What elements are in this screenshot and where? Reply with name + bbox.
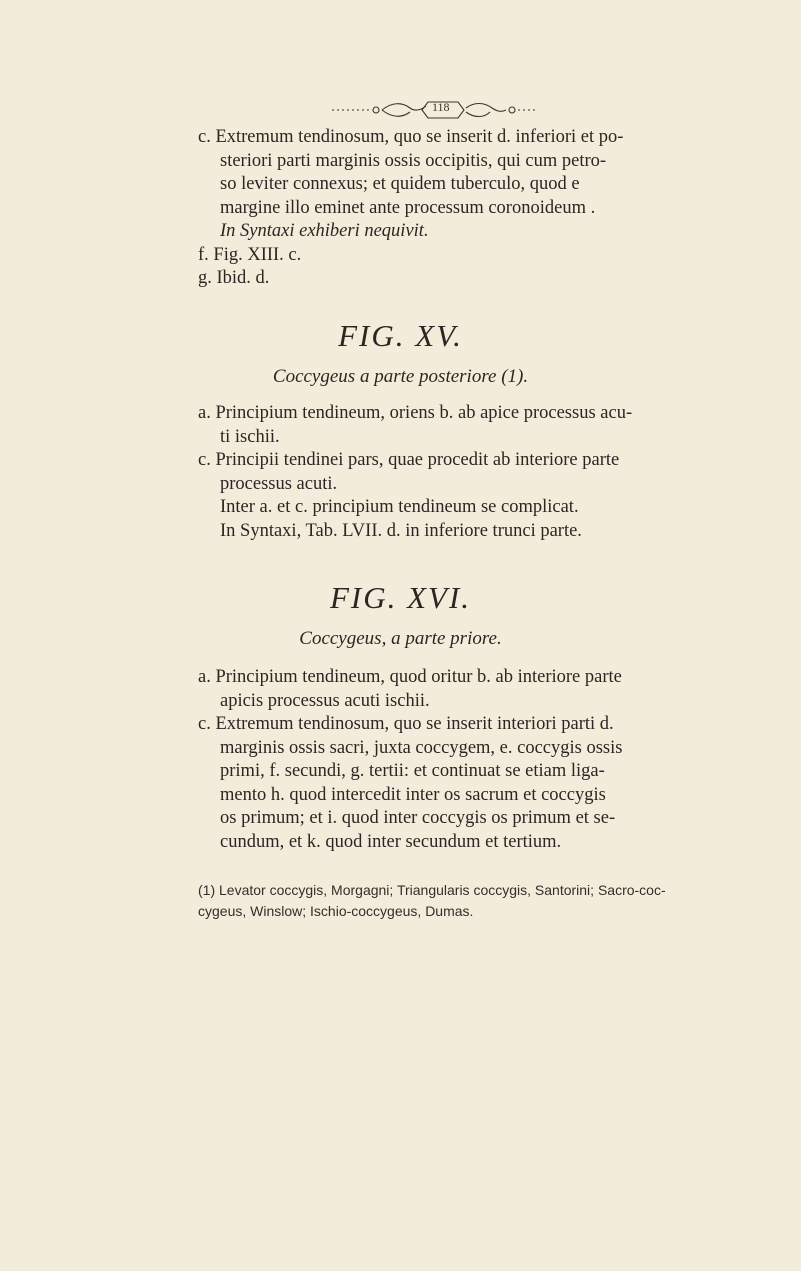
entry-c-line: so leviter connexus; et quidem tuberculo, quod e (220, 174, 580, 194)
fig16-entry-c: mento h. quod intercedit inter os sacrum et coccygis (220, 784, 606, 805)
entry-c-line: c. Extremum tendinosum, quo se inserit d. inferiori et po- (198, 127, 624, 147)
fig16-entry-c: primi, f. secundi, g. tertii: et continuat se etiam liga- (220, 761, 605, 781)
fig16-entry-c: os primum; et i. quod inter coccygis os primum et se- (220, 808, 616, 828)
fig16-entry-c: marginis ossis sacri, juxta coccygem, e. coccygis ossis (220, 737, 623, 758)
fig16-entry-a: a. Principium tendineum, quod oritur b. ab interiore parte (198, 667, 622, 687)
syntaxi-note: In Syntaxi exhiberi nequivit. (220, 221, 429, 241)
top-entries (198, 126, 758, 291)
fig15-entry-c: processus acuti. (220, 473, 338, 494)
footnote (198, 880, 758, 922)
footnote-line: (1) Levator coccygis, Morgagni; Triangularis coccygis, Santorini; Sacro-coc- (198, 882, 666, 898)
fig15-entry-a: a. Principium tendineum, oriens b. ab apice processus acu- (198, 403, 633, 423)
fig15-entries (198, 402, 758, 543)
fig15-caption: Coccygeus a parte posteriore (1). (272, 366, 529, 387)
fig15-entry-a: ti ischii. (220, 426, 280, 447)
fig15-entry-c: c. Principii tendinei pars, quae procedit ab interiore parte (198, 450, 620, 470)
fig15-syntaxi-note: In Syntaxi, Tab. LVII. d. in inferiore trunci parte. (220, 520, 582, 541)
entry-g: g. Ibid. d. (198, 268, 270, 288)
fig16-caption: Coccygeus, a parte priore. (299, 628, 502, 649)
page-number: 118 (432, 100, 450, 114)
fig16-entry-c: c. Extremum tendinosum, quo se inserit interiori parti d. (198, 714, 614, 734)
fig16-entries (198, 666, 758, 854)
footnote-line: cygeus, Winslow; Ischio-coccygeus, Dumas. (198, 903, 474, 919)
entry-c-line: steriori parti marginis ossis occipitis, qui cum petro- (220, 150, 607, 171)
fig16-title: FIG. XVI. (329, 580, 472, 615)
entry-f: f. Fig. XIII. c. (198, 244, 302, 265)
fig15-inter-note: Inter a. et c. principium tendineum se complicat. (220, 497, 579, 517)
fig16-entry-a: apicis processus acuti ischii. (220, 690, 430, 711)
fig16-entry-c: cundum, et k. quod inter secundum et tertium. (220, 831, 562, 852)
fig15-title: FIG. XV. (338, 318, 463, 353)
entry-c-line: margine illo eminet ante processum coronoideum . (220, 197, 596, 218)
